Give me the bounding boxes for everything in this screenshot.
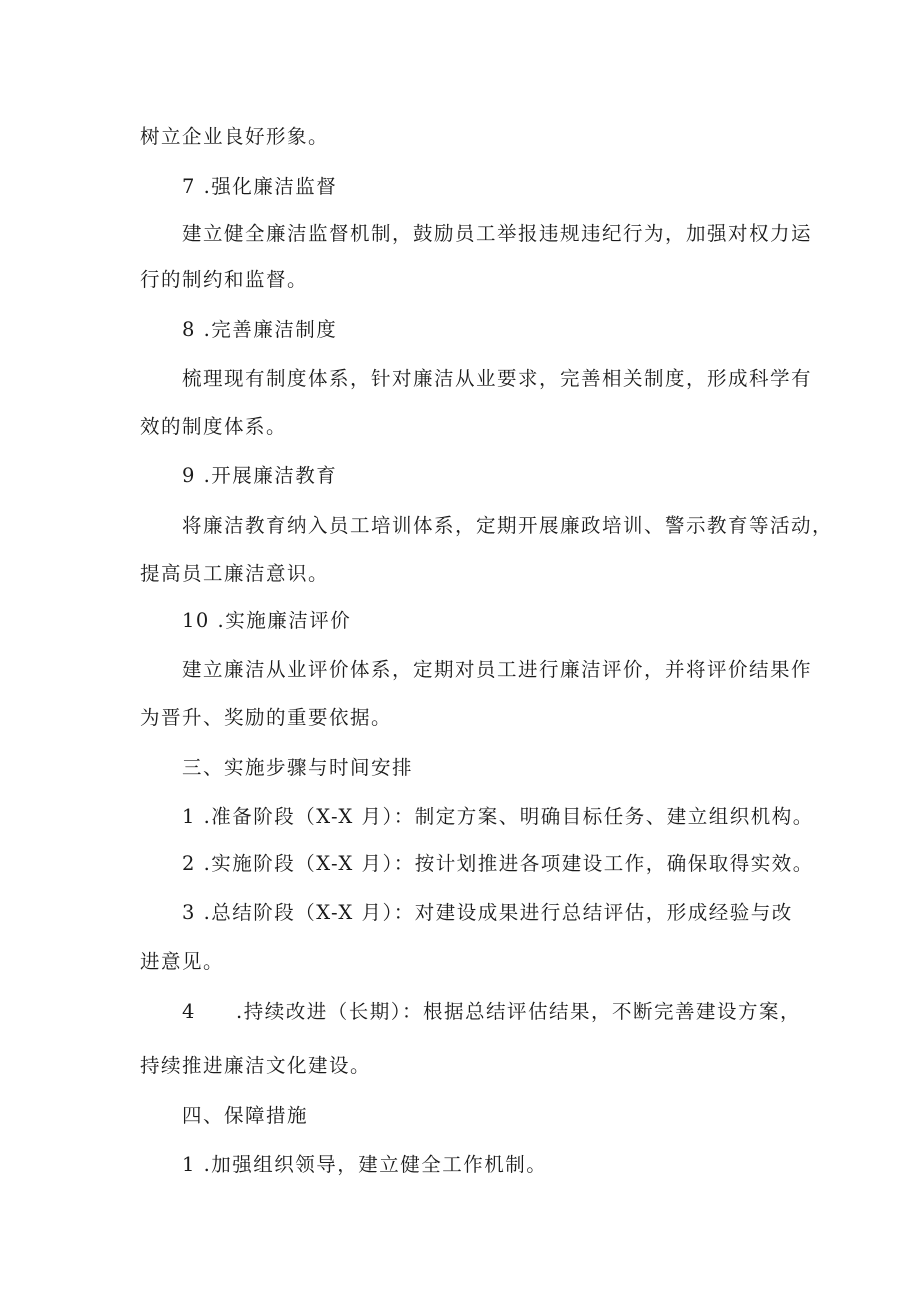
paragraph-line: 进意见。 (140, 950, 225, 973)
paragraph-line: 效的制度体系。 (140, 415, 288, 438)
chapter-heading: 四、保障措施 (182, 1104, 309, 1127)
paragraph-line: 1 .准备阶段（X-X 月）：制定方案、明确目标任务、建立组织机构。 (182, 805, 814, 828)
paragraph-line: 将廉洁教育纳入员工培训体系，定期开展廉政培训、警示教育等活动， (182, 514, 834, 537)
paragraph-line: 3 .总结阶段（X-X 月）：对建设成果进行总结评估，形成经验与改 (182, 901, 793, 924)
paragraph-line: 行的制约和监督。 (140, 268, 309, 291)
paragraph-line: 树立企业良好形象。 (140, 125, 330, 148)
paragraph-line: 为晋升、奖励的重要依据。 (140, 706, 393, 729)
paragraph-line: 梳理现有制度体系，针对廉洁从业要求，完善相关制度，形成科学有 (182, 367, 813, 390)
paragraph-line: 提高员工廉洁意识。 (140, 562, 330, 585)
section-heading: 9 .开展廉洁教育 (182, 464, 338, 487)
paragraph-line: 1 .加强组织领导，建立健全工作机制。 (182, 1153, 548, 1176)
paragraph-line: 建立廉洁从业评价体系，定期对员工进行廉洁评价，并将评价结果作 (182, 658, 813, 681)
paragraph-line: 2 .实施阶段（X-X 月）：按计划推进各项建设工作，确保取得实效。 (182, 852, 814, 875)
item-number: 4 (182, 1000, 196, 1023)
paragraph-line: 建立健全廉洁监督机制，鼓励员工举报违规违纪行为，加强对权力运 (182, 222, 813, 245)
paragraph-line: .持续改进（长期）：根据总结评估结果，不断完善建设方案， (236, 1000, 801, 1023)
section-heading: 7 .强化廉洁监督 (182, 175, 338, 198)
chapter-heading: 三、实施步骤与时间安排 (182, 756, 414, 779)
section-heading: 10 .实施廉洁评价 (182, 609, 352, 632)
section-heading: 8 .完善廉洁制度 (182, 318, 338, 341)
paragraph-line: 持续推进廉洁文化建设。 (140, 1054, 372, 1077)
